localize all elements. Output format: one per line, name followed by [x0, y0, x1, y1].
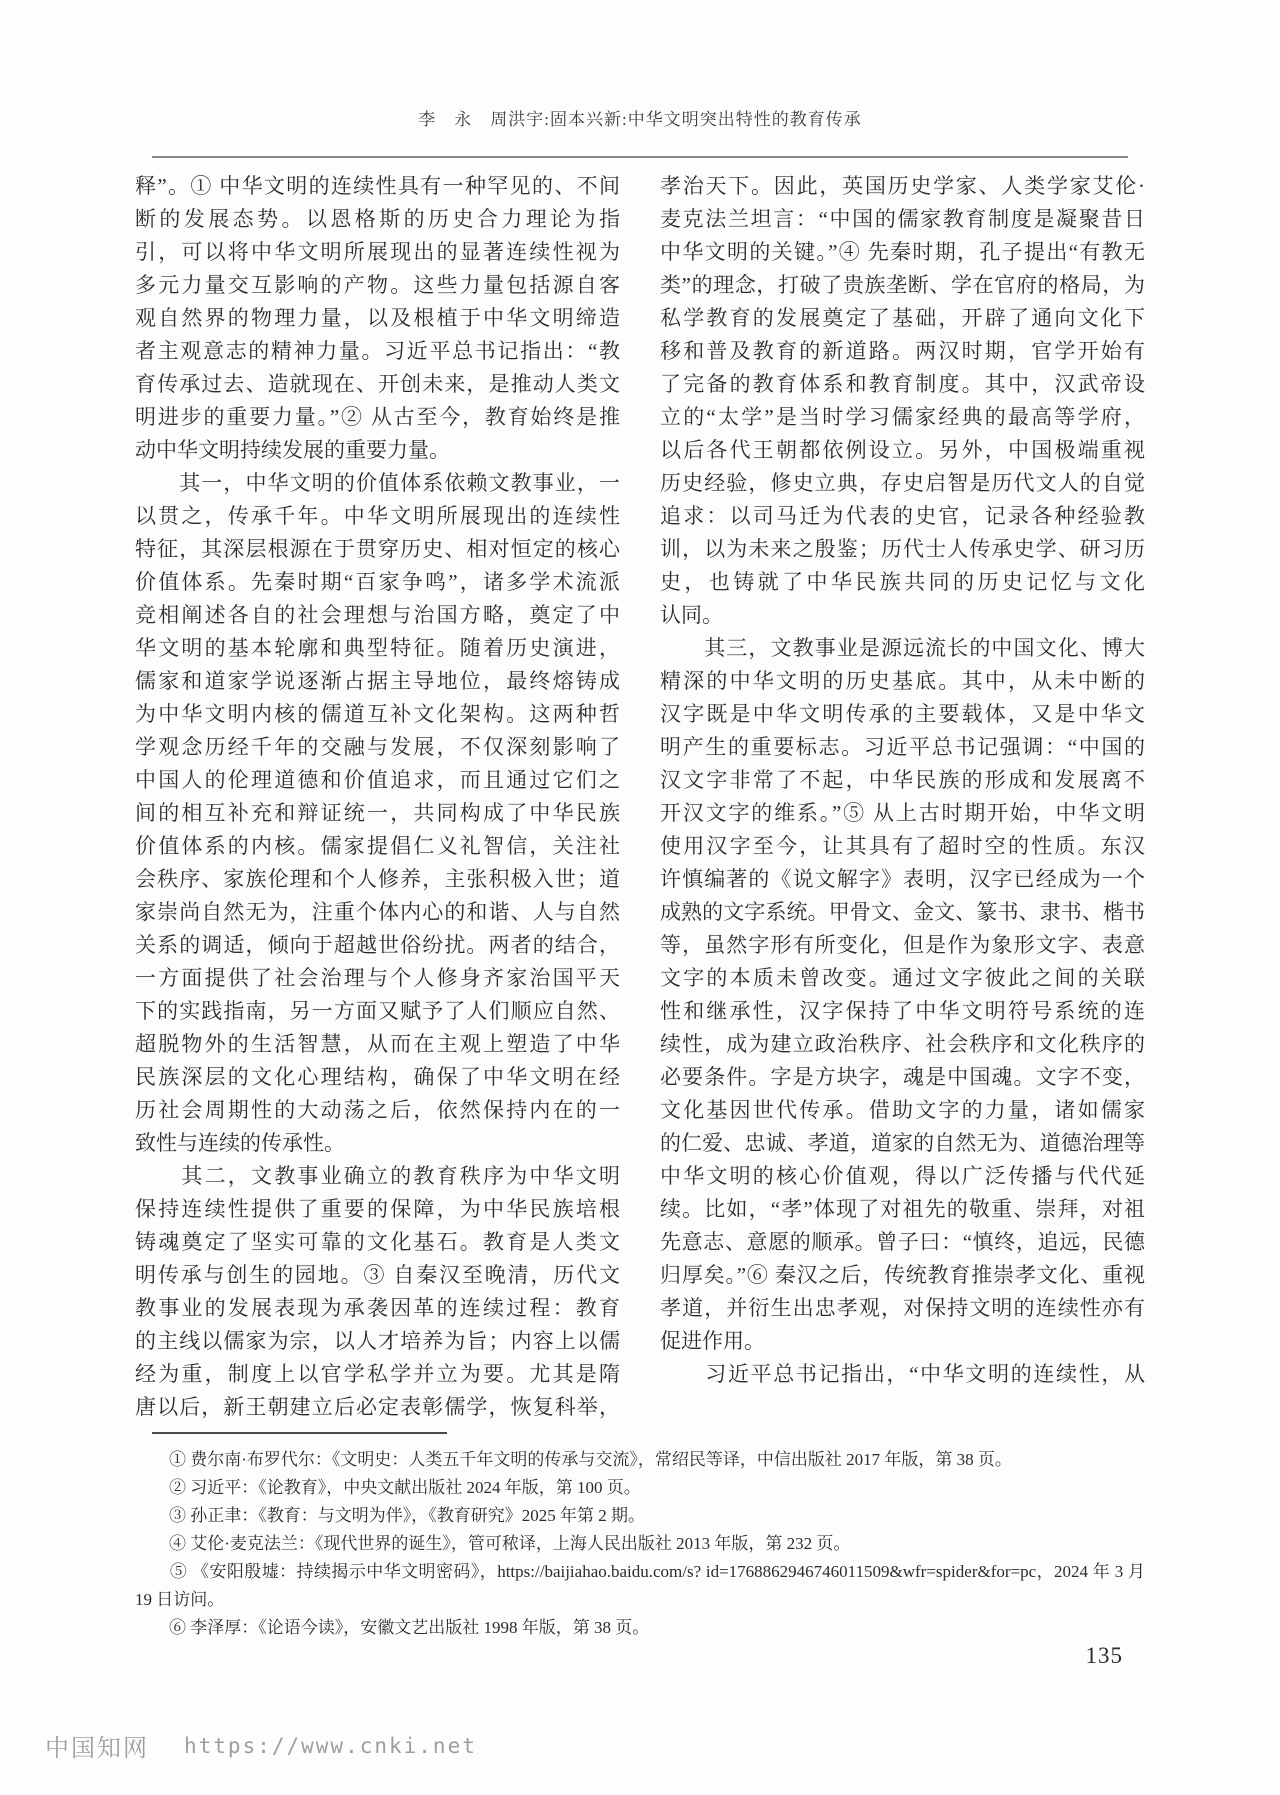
text-line: 中国人的伦理道德和价值追求，而且通过它们之: [135, 768, 620, 792]
text-line: 多元力量交互影响的产物。这些力量包括源自客: [135, 273, 620, 297]
text-line: 私学教育的发展奠定了基础，开辟了通向文化下: [660, 306, 1145, 330]
text-line: 动中华文明持续发展的重要力量。: [135, 438, 450, 462]
text-line: 以贯之，传承千年。中华文明所展现出的连续性: [135, 504, 620, 528]
column-left: [135, 170, 620, 1424]
text-line: ① 费尔南·布罗代尔：《文明史：人类五千年文明的传承与交流》，常绍民等译，中信出版社 2017 年版，第 38 页。: [135, 1450, 1012, 1469]
text-line: 明进步的重要力量。”② 从古至今，教育始终是推: [135, 405, 620, 429]
text-line: 必要条件。字是方块字，魂是中国魂。文字不变，: [660, 1065, 1145, 1089]
text-line: 史，也铸就了中华民族共同的历史记忆与文化: [660, 570, 1145, 594]
text-line: 家崇尚自然无为，注重个体内心的和谐、人与自然: [135, 900, 620, 924]
text-line: 的仁爱、忠诚、孝道，道家的自然无为、道德治理等: [660, 1131, 1145, 1155]
text-line: 归厚矣。”⑥ 秦汉之后，传统教育推崇孝文化、重视: [660, 1263, 1145, 1287]
column-right: [660, 170, 1145, 1424]
page-number: 135: [1085, 1643, 1123, 1668]
text-line: 开汉文字的维系。”⑤ 从上古时期开始，中华文明: [660, 801, 1145, 825]
text-line: 竞相阐述各自的社会理想与治国方略，奠定了中: [135, 603, 620, 627]
text-line: 育传承过去、造就现在、开创未来，是推动人类文: [135, 372, 620, 396]
text-line: 下的实践指南，另一方面又赋予了人们顺应自然、: [135, 999, 620, 1023]
text-line: 关系的调适，倾向于超越世俗纷扰。两者的结合，: [135, 933, 620, 957]
text-line: ④ 艾伦·麦克法兰：《现代世界的诞生》，管可秾译，上海人民出版社 2013 年版，第 232 页。: [135, 1534, 851, 1553]
text-line: 等，虽然字形有所变化，但是作为象形文字、表意: [660, 933, 1145, 957]
text-line: 成熟的文字系统。甲骨文、金文、篆书、隶书、楷书: [660, 900, 1145, 924]
text-line: 引，可以将中华文明所展现出的显著连续性视为: [135, 240, 620, 264]
text-line: ⑤ 《安阳殷墟：持续揭示中华文明密码》，https://baijiahao.baidu.com/s? id=1768862946746011509&wfr=spider&for=pc，2024 年 3 月: [135, 1562, 1145, 1581]
text-line: 促进作用。: [660, 1329, 765, 1353]
text-line: 历史经验，修史立典，存史启智是历代文人的自觉: [660, 471, 1145, 495]
text-line: 会秩序、家族伦理和个人修养，主张积极入世；道: [135, 867, 620, 891]
text-line: 了完备的教育体系和教育制度。其中，汉武帝设: [660, 372, 1145, 396]
text-line: 追求：以司马迁为代表的史官，记录各种经验教: [660, 504, 1145, 528]
text-line: 类”的理念，打破了贵族垄断、学在官府的格局，为: [660, 273, 1145, 297]
text-line: 超脱物外的生活智慧，从而在主观上塑造了中华: [135, 1032, 620, 1056]
text-line: 唐以后，新王朝建立后必定表彰儒学，恢复科举，: [135, 1395, 620, 1419]
text-line: 文化基因世代传承。借助文字的力量，诸如儒家: [660, 1098, 1145, 1122]
text-line: 间的相互补充和辩证统一，共同构成了中华民族: [135, 801, 620, 825]
text-line: 致性与连续的传承性。: [135, 1131, 345, 1155]
text-line: 汉字既是中华文明传承的主要载体，又是中华文: [660, 702, 1145, 726]
text-line: 孝道，并衍生出忠孝观，对保持文明的连续性亦有: [660, 1296, 1145, 1320]
text-line: 精深的中华文明的历史基底。其中，从未中断的: [660, 669, 1145, 693]
text-line: 为中华文明内核的儒道互补文化架构。这两种哲: [135, 702, 620, 726]
text-line: 19 日访问。: [135, 1590, 225, 1609]
text-line: 特征，其深层根源在于贯穿历史、相对恒定的核心: [135, 537, 620, 561]
text-line: 铸魂奠定了坚实可靠的文化基石。教育是人类文: [135, 1230, 620, 1254]
text-line: 先意志、意愿的顺承。曾子曰：“慎终，追远，民德: [660, 1230, 1145, 1254]
text-line: 价值体系的内核。儒家提倡仁义礼智信，关注社: [135, 834, 620, 858]
text-line: 立的“太学”是当时学习儒家经典的最高等学府，: [660, 405, 1145, 429]
text-line: 其三，文教事业是源远流长的中国文化、博大: [660, 636, 1145, 660]
text-line: 价值体系。先秦时期“百家争鸣”，诸多学术流派: [135, 570, 620, 594]
cnki-logo-text: 中国知网: [45, 1736, 149, 1762]
text-line: 以后各代王朝都依例设立。另外，中国极端重视: [660, 438, 1145, 462]
text-line: 其二，文教事业确立的教育秩序为中华文明: [135, 1164, 620, 1188]
text-line: 教事业的发展表现为承袭因革的连续过程：教育: [135, 1296, 620, 1320]
article-body: [135, 170, 1145, 1424]
text-line: ⑥ 李泽厚：《论语今读》，安徽文艺出版社 1998 年版，第 38 页。: [135, 1618, 650, 1637]
text-line: ③ 孙正聿：《教育：与文明为伴》，《教育研究》2025 年第 2 期。: [135, 1506, 645, 1525]
cnki-url: https://www.cnki.net: [184, 1733, 477, 1758]
text-line: 孝治天下。因此，英国历史学家、人类学家艾伦·: [660, 174, 1145, 198]
text-line: ② 习近平：《论教育》，中央文献出版社 2024 年版，第 100 页。: [135, 1478, 641, 1497]
text-line: 者主观意志的精神力量。习近平总书记指出：“教: [135, 339, 620, 363]
text-line: 中华文明的核心价值观，得以广泛传播与代代延: [660, 1164, 1145, 1188]
text-line: 一方面提供了社会治理与个人修身齐家治国平天: [135, 966, 620, 990]
watermark: [45, 1728, 477, 1763]
text-line: 民族深层的文化心理结构，确保了中华文明在经: [135, 1065, 620, 1089]
running-title: 李 永 周洪宇:固本兴新:中华文明突出特性的教育传承: [418, 110, 862, 129]
text-line: 其一，中华文明的价值体系依赖文教事业，一: [135, 471, 620, 495]
text-line: 历社会周期性的大动荡之后，依然保持内在的一: [135, 1098, 620, 1122]
text-line: 麦克法兰坦言：“中国的儒家教育制度是凝聚昔日: [660, 207, 1145, 231]
text-line: 续。比如，“孝”体现了对祖先的敬重、崇拜，对祖: [660, 1197, 1145, 1221]
text-line: 许慎编著的《说文解字》表明，汉字已经成为一个: [660, 867, 1145, 891]
text-line: 续性，成为建立政治秩序、社会秩序和文化秩序的: [660, 1032, 1145, 1056]
footnotes: [135, 1446, 1145, 1642]
text-line: 训，以为未来之殷鉴；历代士人传承史学、研习历: [660, 537, 1145, 561]
text-line: 使用汉字至今，让其具有了超时空的性质。东汉: [660, 834, 1145, 858]
text-line: 习近平总书记指出，“中华文明的连续性，从: [660, 1362, 1145, 1386]
text-line: 文字的本质未曾改变。通过文字彼此之间的关联: [660, 966, 1145, 990]
text-line: 学观念历经千年的交融与发展，不仅深刻影响了: [135, 735, 620, 759]
text-line: 儒家和道家学说逐渐占据主导地位，最终熔铸成: [135, 669, 620, 693]
text-line: 移和普及教育的新道路。两汉时期，官学开始有: [660, 339, 1145, 363]
text-line: 性和继承性，汉字保持了中华文明符号系统的连: [660, 999, 1145, 1023]
text-line: 保持连续性提供了重要的保障，为中华民族培根: [135, 1197, 620, 1221]
text-line: 华文明的基本轮廓和典型特征。随着历史演进，: [135, 636, 620, 660]
text-line: 汉文字非常了不起，中华民族的形成和发展离不: [660, 768, 1145, 792]
text-line: 的主线以儒家为宗，以人才培养为旨；内容上以儒: [135, 1329, 620, 1353]
text-line: 明传承与创生的园地。③ 自秦汉至晚清，历代文: [135, 1263, 620, 1287]
text-line: 释”。① 中华文明的连续性具有一种罕见的、不间: [135, 174, 620, 198]
text-line: 明产生的重要标志。习近平总书记强调：“中国的: [660, 735, 1145, 759]
text-line: 断的发展态势。以恩格斯的历史合力理论为指: [135, 207, 620, 231]
footnote-rule: [152, 1432, 447, 1434]
text-line: 经为重，制度上以官学私学并立为要。尤其是隋: [135, 1362, 620, 1386]
text-line: 观自然界的物理力量，以及根植于中华文明缔造: [135, 306, 620, 330]
text-line: 中华文明的关键。”④ 先秦时期，孔子提出“有教无: [660, 240, 1145, 264]
header-rule: [152, 156, 1128, 158]
text-line: 认同。: [660, 603, 723, 627]
